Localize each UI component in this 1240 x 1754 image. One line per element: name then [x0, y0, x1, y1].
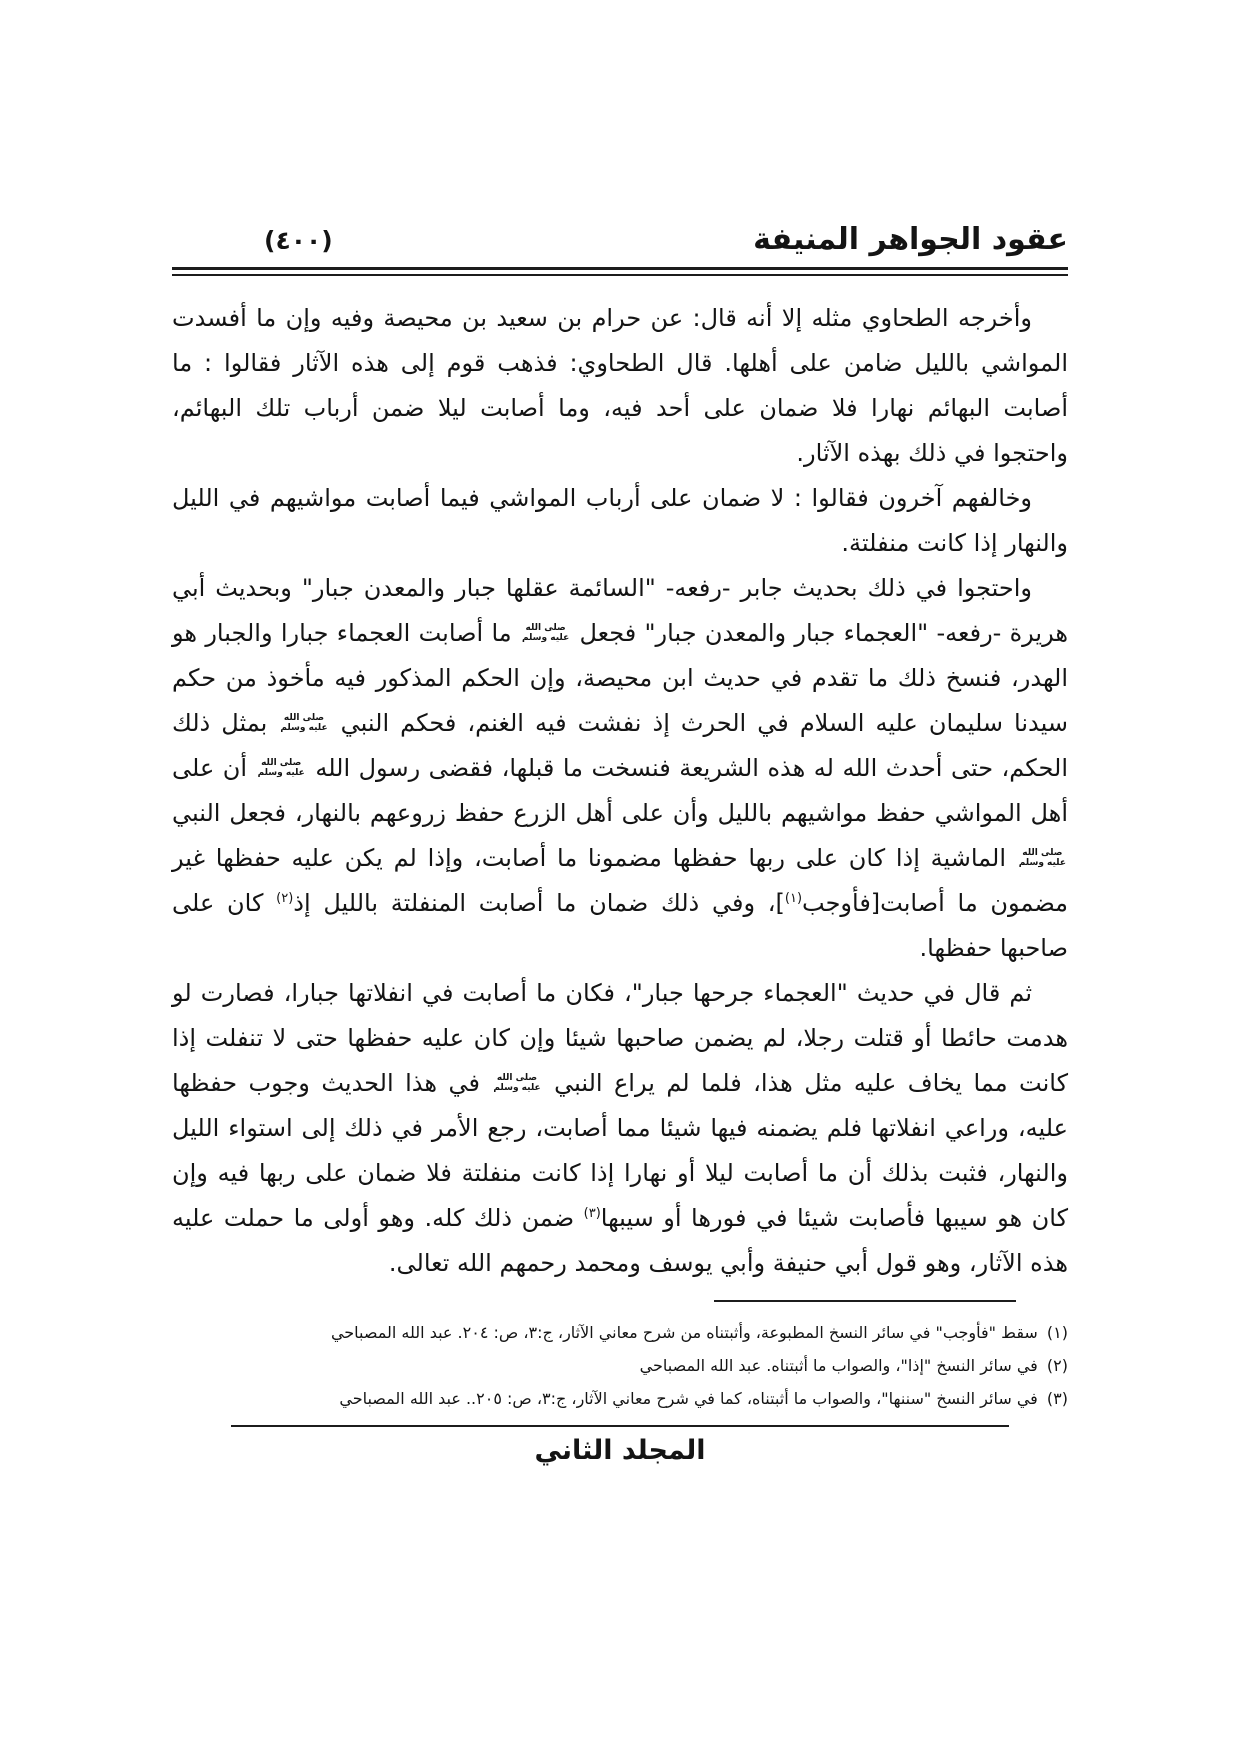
footnote-ref: (٢)	[276, 891, 294, 906]
footnote-separator	[714, 1300, 1016, 1302]
volume-label: المجلد الثاني	[534, 1435, 706, 1466]
page-number: (٤٠٠)	[264, 226, 333, 255]
footnote: (٢) في سائر النسخ "إذا"، والصواب ما أثبتناه. عبد الله المصباحي	[639, 1356, 1068, 1375]
book-title: عقود الجواهر المنيفة	[753, 222, 1068, 257]
body-paragraph: وأخرجه الطحاوي مثله إلا أنه قال: عن حرام بن سعيد بن محيصة وفيه وإن ما أفسدت المواشي بالليل ضامن على أهلها. قال الطحاوي: فذهب قوم إلى هذه الآثار فقالوا : ما أصابت البهائم نهارا فلا ضمان على أحد فيه، وما أصابت ليلا ضمن أرباب تلك البهائم، واحتجوا في ذلك بهذه الآثار.	[172, 304, 1068, 467]
bottom-rule	[231, 1425, 1009, 1427]
salawat-icon: صلى الله عليه وسلم	[521, 623, 570, 643]
page-header	[172, 222, 1068, 257]
salawat-icon: صلى الله عليه وسلم	[280, 713, 328, 733]
footnotes-section	[172, 1316, 1068, 1415]
salawat-icon: صلى الله عليه وسلم	[257, 758, 305, 778]
body-paragraph: وخالفهم آخرون فقالوا : لا ضمان على أرباب المواشي فيما أصابت مواشيهم في الليل والنهار إذا كانت منفلتة.	[172, 484, 1068, 557]
body-text	[172, 296, 1068, 1286]
salawat-icon: صلى الله عليه وسلم	[1018, 848, 1066, 868]
footnote: (١) سقط "فأوجب" في سائر النسخ المطبوعة، وأثبتناه من شرح معاني الآثار، ج:٣، ص: ٢٠٤. عبد الله المصباحي	[330, 1323, 1068, 1342]
footnote: (٣) في سائر النسخ "سننها"، والصواب ما أثبتناه، كما في شرح معاني الآثار، ج:٣، ص: ٢٠٥.. عبد الله المصباحي	[339, 1389, 1068, 1408]
footnote-marker: (٢)	[1046, 1356, 1068, 1375]
header-rule	[172, 267, 1068, 276]
body-paragraph: ثم قال في حديث "العجماء جرحها جبار"، فكان ما أصابت في انفلاتها جبارا، فصارت لو هدمت حائطا أو قتلت رجلا، لم يضمن صاحبها شيئا وإن كان عليه حفظها حتى لا تنفلت إذا كانت مما يخاف عليه مثل هذا، فلما لم يراع النبي صلى الله عليه وسلم في هذا الحديث وجوب حفظها عليه، وراعي انفلاتها فلم يضمنه فيها شيئا مما أصابت، رجع الأمر في ذلك إلى استواء الليل والنهار، فثبت بذلك أن ما أصابت ليلا أو نهارا إذا كانت منفلتة فلا ضمان على ربها فيه وإن كان هو سيبها فأصابت شيئا في فورها أو سيبها$^{(٣)}$ ضمن ذلك كله. وهو أولى ما حملت عليه هذه الآثار، وهو قول أبي حنيفة وأبي يوسف ومحمد رحمهم الله تعالى.	[172, 979, 1068, 1277]
body-paragraph: واحتجوا في ذلك بحديث جابر -رفعه- "السائمة عقلها جبار والمعدن جبار" وبحديث أبي هريرة -رفعه- "العجماء جبار والمعدن جبار" فجعل صلى الله عليه وسلم ما أصابت العجماء جبارا والجبار هو الهدر، فنسخ ذلك ما تقدم في حديث ابن محيصة، وإن الحكم المذكور فيه مأخوذ من حكم سيدنا سليمان عليه السلام في الحرث إذ نفشت فيه الغنم، فحكم النبي صلى الله عليه وسلم بمثل ذلك الحكم، حتى أحدث الله له هذه الشريعة فنسخت ما قبلها، فقضى رسول الله صلى الله عليه وسلم أن على أهل المواشي حفظ مواشيهم بالليل وأن على أهل الزرع حفظ زروعهم بالنهار، فجعل النبي صلى الله عليه وسلم الماشية إذا كان على ربها حفظها مضمونا ما أصابت، وإذا لم يكن عليه حفظها غير مضمون ما أصابت[فأوجب$^{(١)}$]، وفي ذلك ضمان ما أصابت المنفلتة بالليل إذ$^{(٢)}$ كان على صاحبها حفظها.	[172, 574, 1068, 962]
footnote-ref: (٣)	[583, 1206, 601, 1221]
footnote-ref: (١)	[784, 891, 803, 906]
page-footer	[172, 1435, 1068, 1466]
footnote-marker: (٣)	[1046, 1389, 1068, 1408]
footnote-marker: (١)	[1046, 1323, 1068, 1342]
salawat-icon: صلى الله عليه وسلم	[493, 1073, 541, 1093]
